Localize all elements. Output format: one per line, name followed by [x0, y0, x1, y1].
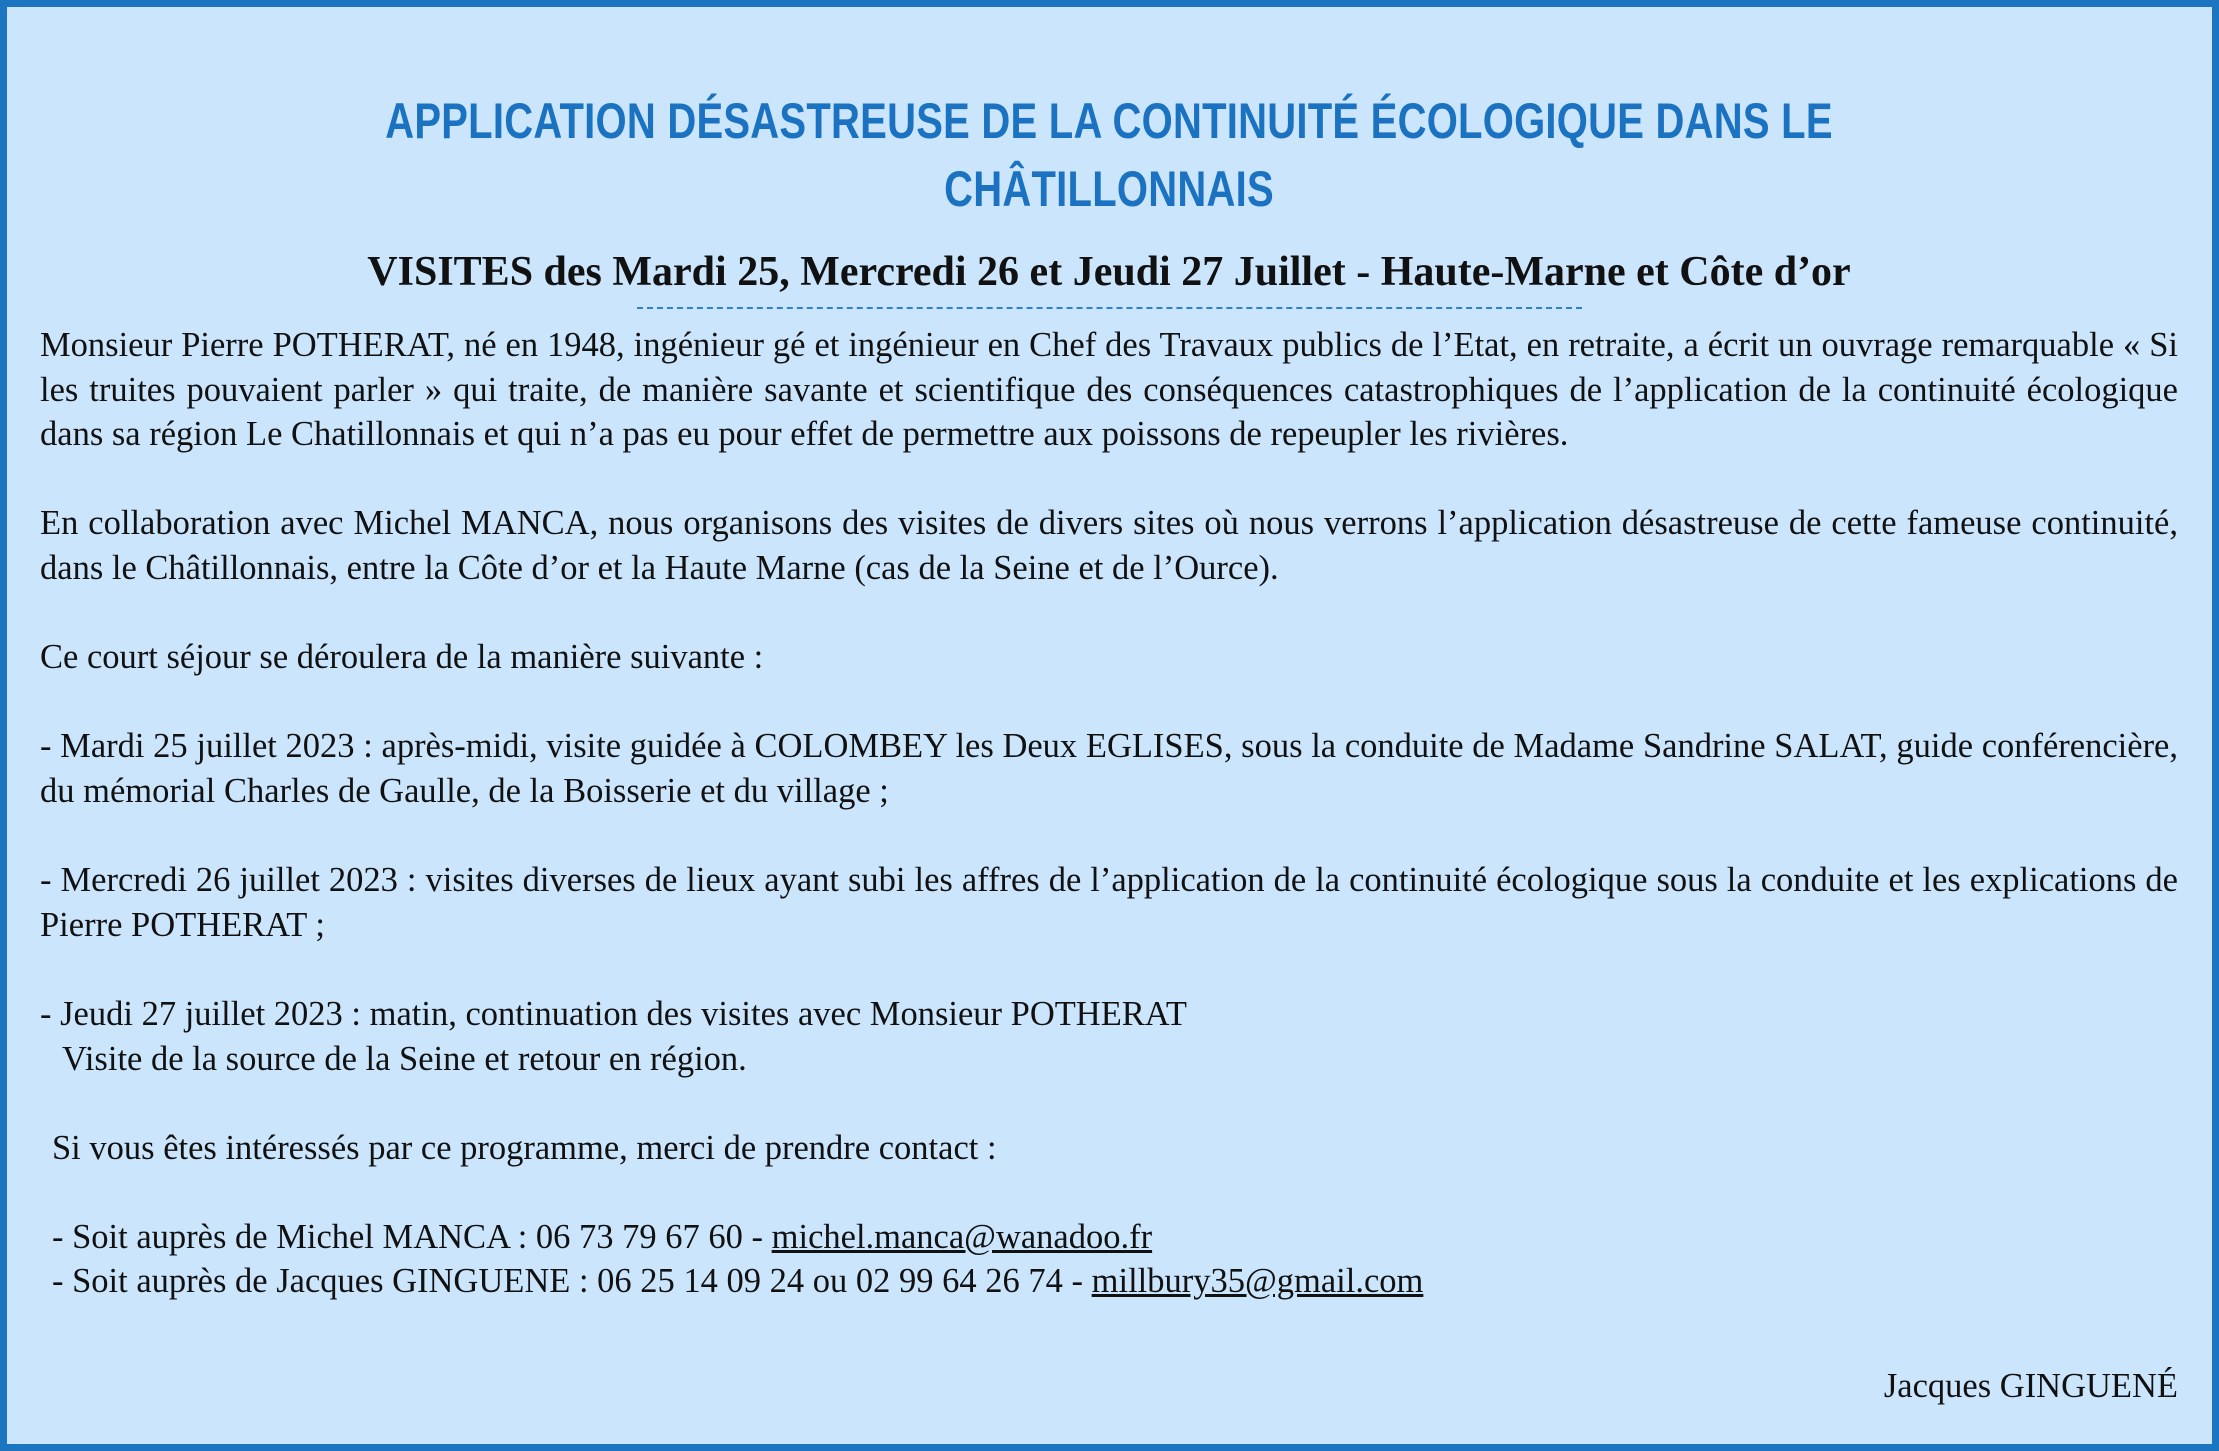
- email-link-manca[interactable]: michel.manca@wanadoo.fr: [771, 1217, 1153, 1256]
- signature: Jacques GINGUENÉ: [1883, 1367, 2178, 1405]
- contact-line-manca: [40, 1215, 2178, 1260]
- schedule-day-2: - Mercredi 26 juillet 2023 : visites diverses de lieux ayant subi les affres de l’application de la continuité écologique sous la conduite et les explications de Pierre POTHERAT ;: [40, 861, 2178, 944]
- contact-label: - Soit auprès de Jacques GINGUENE : 06 25 14 09 24 ou 02 99 64 26 74 -: [52, 1262, 1092, 1301]
- contact-line-ginguene: [40, 1259, 2178, 1304]
- document-body: [40, 323, 2178, 1304]
- schedule-day-1: - Mardi 25 juillet 2023 : après-midi, visite guidée à COLOMBEY les Deux EGLISES, sous la conduite de Madame Sandrine SALAT, guide conférencière, du mémorial Charles de Gaulle, de la Boisserie et du village ;: [40, 727, 2178, 810]
- contact-intro: Si vous êtes intéressés par ce programme, merci de prendre contact :: [52, 1128, 997, 1167]
- intro-paragraph: Monsieur Pierre POTHERAT, né en 1948, ingénieur gé et ingénieur en Chef des Travaux publics de l’Etat, en retraite, a écrit un ouvrage remarquable « Si les truites pouvaient parler » qui traite, de manière savante et scientifique des conséquences catastrophiques de l’application de la continuité écologique dans sa région Le Chatillonnais et qui n’a pas eu pour effet de permettre aux poissons de repeupler les rivières.: [40, 326, 2178, 454]
- schedule-intro: Ce court séjour se déroulera de la manière suivante :: [40, 638, 764, 677]
- schedule-day-3-detail: Visite de la source de la Seine et retour en région.: [62, 1039, 747, 1078]
- email-link-ginguene[interactable]: millbury35@gmail.com: [1091, 1262, 1424, 1301]
- schedule-day-3: - Jeudi 27 juillet 2023 : matin, continuation des visites avec Monsieur POTHERAT: [40, 994, 1187, 1033]
- collaboration-paragraph: En collaboration avec Michel MANCA, nous organisons des visites de divers sites où nous verrons l’application désastreuse de cette fameuse continuité, dans le Châtillonnais, entre la Côte d’or et la Haute Marne (cas de la Seine et de l’Ource).: [40, 504, 2178, 587]
- document-title: APPLICATION DÉSASTREUSE DE LA CONTINUITÉ ÉCOLOGIQUE DANS LE CHÂTILLONNAIS: [385, 93, 1833, 217]
- contact-label: - Soit auprès de Michel MANCA : 06 73 79 67 60 -: [52, 1217, 772, 1256]
- document-subtitle: VISITES des Mardi 25, Mercredi 26 et Jeudi 27 Juillet - Haute-Marne et Côte d’or: [367, 249, 1851, 295]
